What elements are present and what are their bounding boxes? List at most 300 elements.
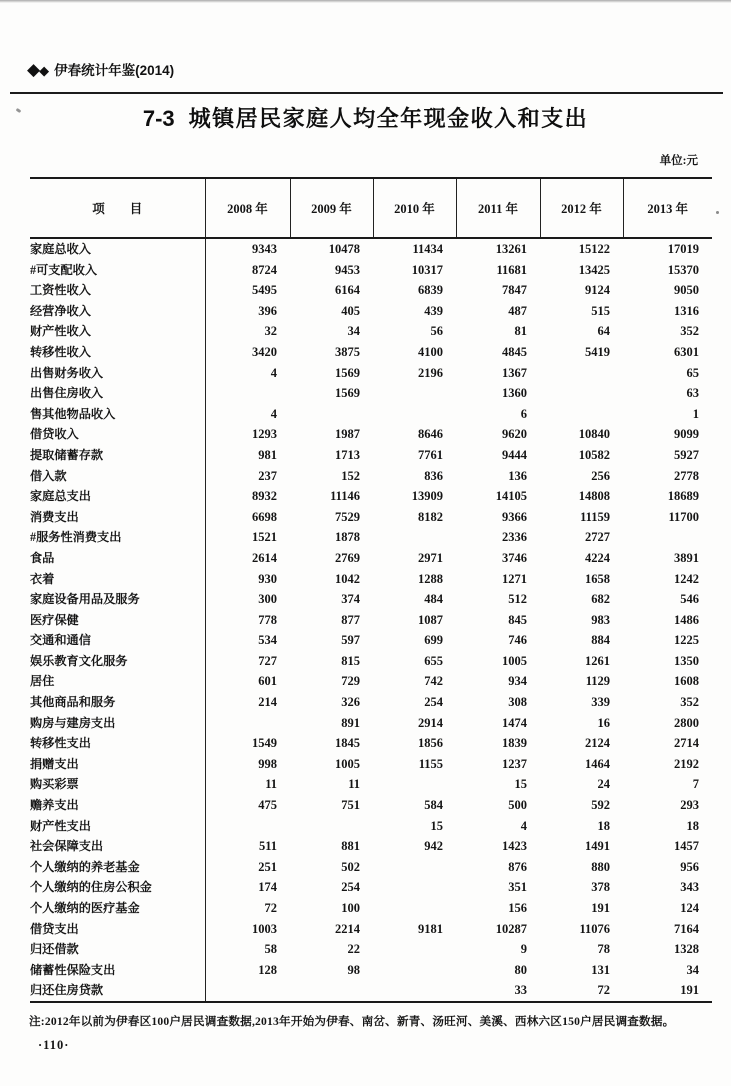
item-label: 归还住房贷款 [30,980,205,1002]
table-row [30,610,712,631]
value-cell: 405 [341,303,360,318]
value-cell: 2914 [418,715,443,730]
income-expenditure-table [30,177,712,1003]
value-cell [623,527,712,548]
value-cell: 136 [508,468,527,483]
value-cell: 10840 [578,427,610,442]
value-cell: 4 [270,365,277,380]
value-cell: 34 [347,324,360,339]
item-label: 提取储蓄存款 [30,445,205,466]
table-row [30,260,712,281]
item-label: 家庭总收入 [30,238,205,260]
table-row [30,548,712,569]
value-cell: 11159 [580,509,610,524]
table-row [30,795,712,816]
value-cell: 1087 [418,612,443,627]
table-row [30,363,712,384]
value-cell: 15 [430,818,443,833]
value-cell: 956 [680,859,699,874]
item-label: 个人缴纳的住房公积金 [30,877,205,898]
value-cell: 300 [258,592,277,607]
value-cell: 751 [341,798,360,813]
value-cell: 15 [514,777,527,792]
value-cell: 934 [508,674,527,689]
value-cell: 836 [424,468,443,483]
table-row [30,445,712,466]
value-cell: 1549 [252,736,277,751]
value-cell: 1005 [502,653,527,668]
item-label: 财产性支出 [30,816,205,837]
item-label: 出售财务收入 [30,363,205,384]
table-row [30,486,712,507]
item-label: 衣着 [30,569,205,590]
value-cell: 81 [514,324,527,339]
value-cell: 65 [686,365,699,380]
value-cell: 254 [424,695,443,710]
value-cell [373,857,456,878]
value-cell: 9181 [418,921,443,936]
value-cell: 34 [686,962,699,977]
item-label: 其他商品和服务 [30,692,205,713]
value-cell: 128 [258,962,277,977]
value-cell: 6164 [335,283,360,298]
table-row [30,877,712,898]
item-label: #可支配收入 [30,260,205,281]
value-cell: 9124 [585,283,610,298]
value-cell: 14105 [495,489,527,504]
yearbook-name: 伊春统计年鉴(2014) [54,63,175,78]
table-row [30,569,712,590]
value-cell: 24 [597,777,610,792]
value-cell: 3875 [335,344,360,359]
table-row [30,836,712,857]
value-cell [205,383,290,404]
value-cell: 9620 [502,427,527,442]
value-cell: 5495 [252,283,277,298]
value-cell: 72 [264,901,277,915]
value-cell: 11700 [668,509,699,524]
value-cell: 13261 [495,242,527,256]
item-label: 购买彩票 [30,774,205,795]
value-cell: 880 [591,859,610,874]
item-label: 赡养支出 [30,795,205,816]
value-cell: 4 [520,818,527,833]
value-cell: 601 [258,674,277,689]
table-header-row [30,178,712,238]
value-cell: 4100 [418,344,443,359]
value-cell: 1423 [502,839,527,854]
value-cell: 884 [591,633,610,648]
diamond-icons [27,61,48,78]
value-cell: 682 [591,592,610,607]
value-cell: 1839 [502,736,527,751]
value-cell: 131 [591,962,610,977]
value-cell: 815 [341,653,360,668]
value-cell [373,527,456,548]
value-cell: 746 [508,633,527,648]
value-cell: 511 [258,839,277,854]
value-cell: 487 [508,303,527,318]
value-cell: 14808 [578,489,610,504]
value-cell: 351 [508,880,527,895]
value-cell: 1878 [335,530,360,545]
value-cell: 983 [591,612,610,627]
value-cell: 9 [520,942,527,957]
value-cell: 930 [258,571,277,586]
value-cell: 64 [597,324,610,339]
table-row [30,404,712,425]
value-cell: 877 [341,612,360,627]
item-label: 储蓄性保险支出 [30,960,205,981]
table-row [30,939,712,960]
value-cell: 942 [424,839,443,854]
value-cell: 10287 [495,921,527,936]
item-label: 购房与建房支出 [30,713,205,734]
value-cell: 1003 [252,921,277,936]
value-cell: 15370 [667,262,699,277]
item-label: 个人缴纳的医疗基金 [30,898,205,919]
value-cell: 2124 [585,736,610,751]
value-cell: 13425 [578,262,610,277]
value-cell [205,713,290,734]
item-label: 捐赠支出 [30,754,205,775]
value-cell: 7164 [674,921,699,936]
value-cell: 1288 [418,571,443,586]
table-title-text: 城镇居民家庭人均全年现金收入和支出 [188,106,589,131]
value-cell [290,404,373,425]
value-cell: 1856 [418,736,443,751]
value-cell: 5419 [585,344,610,359]
value-cell: 254 [341,880,360,895]
value-cell: 7529 [335,509,360,524]
value-cell: 11 [348,777,360,792]
value-cell [205,816,290,837]
value-cell: 191 [680,983,699,998]
value-cell: 17019 [667,242,699,256]
value-cell: 3891 [674,550,699,565]
table-row [30,342,712,363]
year-header-2010: 2010 年 [373,178,456,238]
value-cell: 4 [270,406,277,421]
value-cell: 6839 [418,283,443,298]
value-cell: 2196 [418,365,443,380]
table-row [30,301,712,322]
value-cell: 9050 [674,283,699,298]
value-cell: 33 [514,983,527,998]
item-label: 工资性收入 [30,280,205,301]
value-cell: 546 [680,592,699,607]
table-row [30,733,712,754]
value-cell: 1293 [252,427,277,442]
value-cell: 80 [514,962,527,977]
table-row [30,383,712,404]
value-cell: 1242 [674,571,699,586]
scan-edge [0,0,731,3]
item-label: 社会保障支出 [30,836,205,857]
value-cell: 981 [258,447,277,462]
value-cell: 512 [508,592,527,607]
value-cell: 2336 [502,530,527,545]
table-row [30,507,712,528]
value-cell: 439 [424,303,443,318]
item-label: 借贷支出 [30,919,205,940]
value-cell: 1569 [335,386,360,401]
value-cell: 1658 [585,571,610,586]
table-row [30,466,712,487]
value-cell: 156 [508,901,527,915]
table-row [30,238,712,260]
value-cell: 1713 [335,447,360,462]
value-cell: 515 [591,303,610,318]
table-row [30,816,712,837]
value-cell: 2800 [674,715,699,730]
item-label: 转移性收入 [30,342,205,363]
value-cell: 1491 [585,839,610,854]
value-cell: 9366 [502,509,527,524]
value-cell: 1474 [502,715,527,730]
value-cell: 3746 [502,550,527,565]
item-label: #服务性消费支出 [30,527,205,548]
value-cell: 998 [258,756,277,771]
value-cell [373,980,456,1002]
table-row [30,651,712,672]
item-label: 家庭总支出 [30,486,205,507]
value-cell: 484 [424,592,443,607]
value-cell: 8646 [418,427,443,442]
value-cell [373,877,456,898]
value-cell: 1042 [335,571,360,586]
table-row [30,960,712,981]
value-cell: 1328 [674,942,699,957]
value-cell: 1155 [418,756,443,771]
value-cell: 15122 [578,242,610,256]
value-cell: 4845 [502,344,527,359]
value-cell: 3420 [252,344,277,359]
value-cell: 1 [692,406,699,421]
value-cell: 396 [258,303,277,318]
table-row [30,919,712,940]
year-header-2013: 2013 年 [623,178,712,238]
value-cell: 1237 [502,756,527,771]
value-cell: 4224 [585,550,610,565]
value-cell: 174 [258,880,277,895]
item-label: 消费支出 [30,507,205,528]
value-cell: 881 [341,839,360,854]
value-cell: 63 [686,386,699,401]
value-cell: 1457 [674,839,699,854]
table-row [30,754,712,775]
value-cell: 339 [591,695,610,710]
value-cell: 2778 [674,468,699,483]
value-cell: 18689 [667,489,699,504]
item-label: 经营净收入 [30,301,205,322]
table-row [30,692,712,713]
value-cell: 6 [520,406,527,421]
value-cell: 5927 [674,447,699,462]
item-label: 食品 [30,548,205,569]
value-cell: 7 [692,777,699,792]
value-cell [205,980,290,1002]
table-row [30,589,712,610]
value-cell [540,383,623,404]
value-cell: 655 [424,653,443,668]
value-cell: 2769 [335,550,360,565]
value-cell: 256 [591,468,610,483]
page-number: ·110· [38,1038,70,1052]
value-cell: 1005 [335,756,360,771]
value-cell: 343 [680,880,699,895]
value-cell: 8724 [252,262,277,277]
item-label: 归还借款 [30,939,205,960]
value-cell: 293 [680,798,699,813]
value-cell [540,404,623,425]
value-cell: 9099 [674,427,699,442]
table-row [30,424,712,445]
value-cell: 7847 [502,283,527,298]
value-cell: 1129 [585,674,610,689]
value-cell [540,363,623,384]
value-cell: 6301 [674,344,699,359]
header-divider [10,92,723,94]
value-cell: 2714 [674,736,699,751]
value-cell: 18 [597,818,610,833]
footnote: 注:2012年以前为伊春区100户居民调查数据,2013年开始为伊春、南岔、新青、汤旺河、美溪、西林六区150户居民调查数据。 [29,1015,675,1028]
table-row [30,857,712,878]
value-cell: 100 [341,901,360,915]
value-cell: 98 [347,962,360,977]
value-cell: 891 [341,715,360,730]
value-cell: 11076 [579,921,610,936]
diamond-icon-small: ◆ [39,62,49,78]
item-label: 财产性收入 [30,321,205,342]
value-cell: 1271 [502,571,527,586]
value-cell: 352 [680,695,699,710]
year-header-2008: 2008 年 [205,178,290,238]
item-label: 借贷收入 [30,424,205,445]
item-label: 医疗保健 [30,610,205,631]
value-cell: 251 [258,859,277,874]
value-cell: 2192 [674,756,699,771]
value-cell: 374 [341,592,360,607]
value-cell: 72 [597,983,610,998]
table-body [30,238,712,1002]
item-label: 出售住房收入 [30,383,205,404]
value-cell: 1316 [674,303,699,318]
value-cell: 597 [341,633,360,648]
value-cell: 2614 [252,550,277,565]
value-cell [373,898,456,919]
value-cell: 2727 [585,530,610,545]
value-cell: 1608 [674,674,699,689]
value-cell: 876 [508,859,527,874]
value-cell: 32 [264,324,277,339]
value-cell: 1464 [585,756,610,771]
item-column-header: 项 目 [30,178,205,238]
value-cell: 1225 [674,633,699,648]
value-cell: 8182 [418,509,443,524]
value-cell: 191 [591,901,610,915]
value-cell: 9453 [335,262,360,277]
value-cell: 58 [264,942,277,957]
value-cell: 9444 [502,447,527,462]
value-cell: 584 [424,798,443,813]
unit-label: 单位:元 [659,155,698,167]
value-cell: 352 [680,324,699,339]
value-cell: 152 [341,468,360,483]
value-cell: 10317 [411,262,443,277]
table-row [30,527,712,548]
value-cell: 8932 [252,489,277,504]
table-row [30,630,712,651]
value-cell [373,774,456,795]
table-row [30,321,712,342]
value-cell: 2971 [418,550,443,565]
item-label: 交通和通信 [30,630,205,651]
value-cell: 729 [341,674,360,689]
value-cell [373,383,456,404]
table-row [30,980,712,1002]
value-cell: 1360 [502,386,527,401]
value-cell [373,404,456,425]
value-cell: 214 [258,695,277,710]
table-row [30,671,712,692]
table-row [30,713,712,734]
page-title [0,102,731,133]
value-cell: 1987 [335,427,360,442]
value-cell [290,980,373,1002]
value-cell: 1569 [335,365,360,380]
value-cell: 13909 [411,489,443,504]
value-cell: 326 [341,695,360,710]
value-cell: 10478 [328,242,360,256]
item-label: 家庭设备用品及服务 [30,589,205,610]
value-cell [373,960,456,981]
item-label: 居住 [30,671,205,692]
value-cell: 778 [258,612,277,627]
value-cell: 1261 [585,653,610,668]
table-row [30,280,712,301]
value-cell: 592 [591,798,610,813]
value-cell: 124 [680,901,699,915]
item-label: 借入款 [30,466,205,487]
value-cell: 11 [265,777,277,792]
year-header-2012: 2012 年 [540,178,623,238]
value-cell: 500 [508,798,527,813]
value-cell: 7761 [418,447,443,462]
value-cell: 22 [347,942,360,957]
value-cell [290,816,373,837]
value-cell: 475 [258,798,277,813]
diamond-icon-large: ◆ [27,59,40,79]
value-cell: 78 [597,942,610,957]
value-cell: 11146 [330,489,360,504]
value-cell: 1845 [335,736,360,751]
value-cell: 11681 [496,262,527,277]
value-cell: 1521 [252,530,277,545]
value-cell: 11434 [412,242,443,256]
value-cell: 2214 [335,921,360,936]
value-cell: 18 [686,818,699,833]
value-cell: 16 [597,715,610,730]
item-label: 个人缴纳的养老基金 [30,857,205,878]
value-cell: 1367 [502,365,527,380]
value-cell: 845 [508,612,527,627]
year-header-2009: 2009 年 [290,178,373,238]
year-header-2011: 2011 年 [456,178,540,238]
value-cell: 308 [508,695,527,710]
value-cell [373,939,456,960]
running-header [27,59,174,79]
